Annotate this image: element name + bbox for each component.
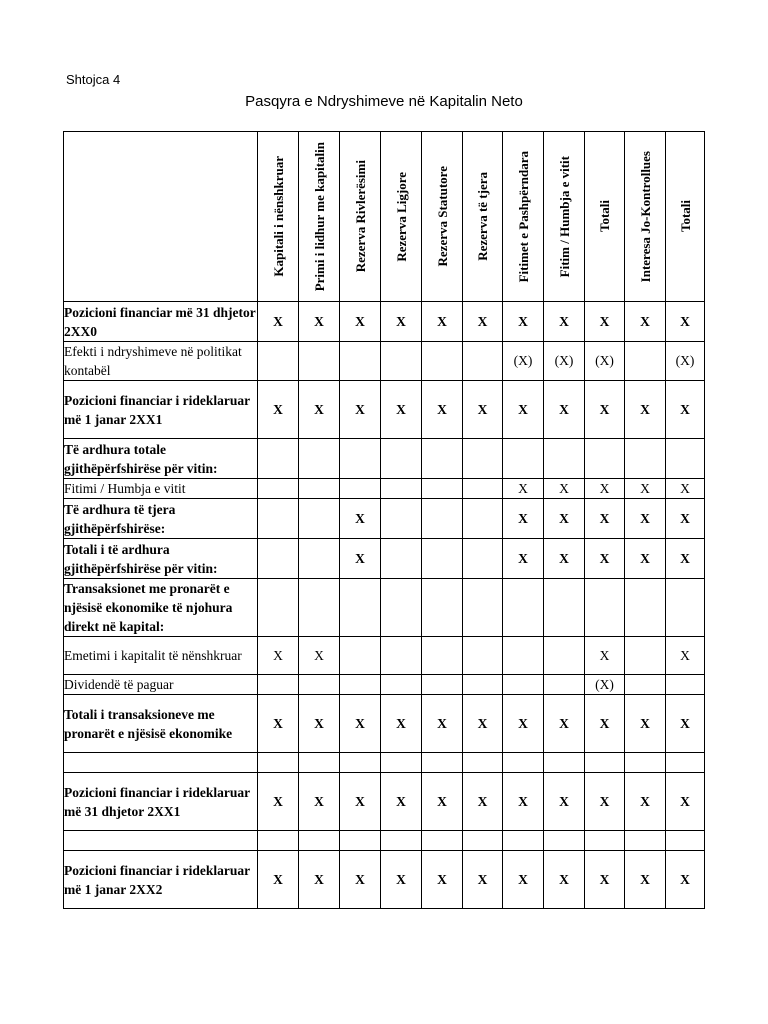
row-label: Të ardhura totale gjithëpërfshirëse për vitin: [64,439,258,479]
row-label: Pozicioni financiar më 31 dhjetor 2XX0 [64,302,258,342]
table-cell: X [340,851,381,909]
row-label: Transaksionet me pronarët e njësisë ekonomike të njohura direkt në kapital: [64,579,258,637]
table-cell: X [381,695,422,753]
table-cell: X [544,302,585,342]
table-cell [463,342,503,381]
table-cell: X [585,381,625,439]
table-cell: X [463,302,503,342]
table-cell: X [340,499,381,539]
table-cell [463,499,503,539]
table-row [64,381,705,439]
table-cell [544,637,585,675]
table-cell [381,579,422,637]
table-row [64,499,705,539]
table-cell: X [666,381,705,439]
row-label: Fitimi / Humbja e vitit [64,479,258,499]
column-header [381,132,422,302]
column-header-label: Totali [597,200,612,233]
table-cell: X [544,381,585,439]
table-cell [544,439,585,479]
table-cell [422,637,463,675]
table-cell: X [503,499,544,539]
table-cell [585,439,625,479]
table-cell [666,579,705,637]
table-cell: X [503,381,544,439]
table-cell: X [585,302,625,342]
table-cell: X [585,851,625,909]
column-header-label: Interesa Jo-Kontrollues [637,150,653,283]
table-cell: X [666,773,705,831]
table-cell [381,675,422,695]
column-header [666,132,705,302]
table-cell: X [422,695,463,753]
table-cell: X [544,539,585,579]
table-cell: X [299,773,340,831]
table-cell [422,499,463,539]
table-cell [381,479,422,499]
table-cell [381,539,422,579]
table-cell: X [340,773,381,831]
table-cell [340,439,381,479]
table-cell [340,675,381,695]
table-cell: X [422,302,463,342]
row-label: Totali i transaksioneve me pronarët e njësisë ekonomike [64,695,258,753]
table-cell: X [585,695,625,753]
column-header [258,132,299,302]
column-header-label: Rezerva Statutore [434,166,450,267]
table-cell [544,753,585,773]
table-cell: (X) [585,342,625,381]
table-cell [463,479,503,499]
table-cell: X [585,637,625,675]
column-header-label: Totali [677,200,693,233]
table-cell [258,439,299,479]
table-cell [463,753,503,773]
table-cell [666,831,705,851]
table-cell: X [503,695,544,753]
row-label: Pozicioni financiar i rideklaruar më 1 janar 2XX1 [64,381,258,439]
table-cell: X [299,851,340,909]
table-row [64,439,705,479]
table-cell [340,831,381,851]
row-label [64,831,258,851]
equity-changes-table [63,131,705,909]
table-cell: X [463,695,503,753]
table-cell [381,637,422,675]
column-header-label: Rezerva Ligjore [393,171,409,262]
table-cell [299,753,340,773]
table-cell [463,675,503,695]
table-row [64,479,705,499]
table-cell: X [422,851,463,909]
table-cell: (X) [666,342,705,381]
table-cell [258,499,299,539]
table-cell: X [544,479,585,499]
table-cell: X [258,302,299,342]
table-cell [381,499,422,539]
table-cell [299,479,340,499]
table-cell: X [666,539,705,579]
table-cell: X [503,302,544,342]
table-cell [625,753,666,773]
table-cell [340,753,381,773]
column-header [422,132,463,302]
table-cell [503,637,544,675]
column-header-label: Fitim / Humbja e vitit [556,155,572,278]
column-header [340,132,381,302]
table-cell: X [666,302,705,342]
table-cell [340,479,381,499]
table-cell [463,637,503,675]
table-cell [340,342,381,381]
table-cell [299,539,340,579]
row-label: Pozicioni financiar i rideklaruar më 31 dhjetor 2XX1 [64,773,258,831]
table-row [64,637,705,675]
table-cell [585,831,625,851]
table-cell: X [625,499,666,539]
table-cell: X [463,851,503,909]
table-cell [340,579,381,637]
table-row [64,695,705,753]
table-cell [666,439,705,479]
table-cell [258,753,299,773]
table-cell [625,675,666,695]
table-cell [340,637,381,675]
table-cell [544,675,585,695]
table-cell [503,753,544,773]
table-body [64,302,705,909]
column-header [544,132,585,302]
table-cell: X [422,381,463,439]
table-cell [585,579,625,637]
table-cell [299,342,340,381]
table-row [64,539,705,579]
table-cell [544,579,585,637]
table-cell [625,439,666,479]
column-header-label: Fitimet e Pashpërndara [515,150,531,283]
table-cell: X [299,302,340,342]
table-row [64,302,705,342]
table-cell [299,675,340,695]
table-row [64,773,705,831]
table-cell: X [625,479,666,499]
table-cell: X [258,381,299,439]
row-label: Efekti i ndryshimeve në politikat kontabël [64,342,258,381]
table-cell [299,831,340,851]
table-cell [381,831,422,851]
table-cell [422,479,463,499]
table-cell [258,342,299,381]
table-cell [666,675,705,695]
table-row [64,851,705,909]
table-cell [422,342,463,381]
table-cell: X [299,381,340,439]
table-cell [625,579,666,637]
table-cell [299,439,340,479]
table-row [64,342,705,381]
column-header-label: Kapitali i nënshkruar [270,156,286,277]
table-cell: X [340,381,381,439]
table-cell: X [381,851,422,909]
table-cell: X [503,539,544,579]
table-cell: (X) [585,675,625,695]
annex-label: Shtojca 4 [66,72,121,87]
table-cell [381,439,422,479]
table-cell [463,539,503,579]
table-cell: X [585,539,625,579]
table-cell: X [666,499,705,539]
table-cell: X [299,695,340,753]
table-cell: X [503,479,544,499]
table-cell: X [422,773,463,831]
table-cell: X [463,773,503,831]
table-cell [463,831,503,851]
header-row [64,132,705,302]
column-header [503,132,544,302]
page-title: Pasqyra e Ndryshimeve në Kapitalin Neto [245,93,523,110]
table-cell: X [381,381,422,439]
table-cell [422,831,463,851]
table-cell: (X) [544,342,585,381]
table-cell: X [340,539,381,579]
table-cell: X [666,479,705,499]
column-header [585,132,625,302]
table-cell: X [381,773,422,831]
table-cell [258,479,299,499]
table-cell [585,753,625,773]
table-cell [381,342,422,381]
table-cell [422,579,463,637]
table-cell [463,439,503,479]
table-cell [422,439,463,479]
table-cell [463,579,503,637]
table-row [64,753,705,773]
table-cell [299,579,340,637]
table-cell [503,831,544,851]
table-cell: X [625,381,666,439]
table-row [64,579,705,637]
table-cell [422,675,463,695]
row-label: Të ardhura të tjera gjithëpërfshirëse: [64,499,258,539]
table-cell [258,579,299,637]
table-cell: X [625,302,666,342]
table-cell [258,831,299,851]
table-cell [381,753,422,773]
column-header-label: Primi i lidhur me kapitalin [311,141,327,292]
table-cell: (X) [503,342,544,381]
table-cell: X [544,695,585,753]
row-label: Emetimi i kapitalit të nënshkruar [64,637,258,675]
table-cell: X [463,381,503,439]
table-cell: X [258,695,299,753]
table-cell [422,539,463,579]
table-cell [625,342,666,381]
table-cell: X [381,302,422,342]
table-cell [258,675,299,695]
column-header [625,132,666,302]
table-cell [625,831,666,851]
table-cell [503,579,544,637]
column-header-label: Rezerva Rivlerësimi [352,160,368,273]
table-cell [258,539,299,579]
row-label: Pozicioni financiar i rideklaruar më 1 janar 2XX2 [64,851,258,909]
table-cell: X [625,695,666,753]
table-cell [503,439,544,479]
table-cell: X [544,499,585,539]
row-label [64,753,258,773]
table-cell: X [666,695,705,753]
table-cell: X [258,637,299,675]
table-cell: X [585,499,625,539]
row-label: Totali i të ardhura gjithëpërfshirëse për vitin: [64,539,258,579]
row-label: Dividendë të paguar [64,675,258,695]
table-cell: X [625,773,666,831]
column-header-label: Rezerva të tjera [475,172,490,261]
table-cell: X [544,851,585,909]
table-row [64,675,705,695]
table-cell: X [666,637,705,675]
table-cell: X [625,851,666,909]
table-cell: X [258,773,299,831]
table-cell: X [340,302,381,342]
header-blank-cell [64,132,258,302]
table-cell: X [585,479,625,499]
table-cell [666,753,705,773]
table-cell: X [340,695,381,753]
table-cell [299,499,340,539]
table-cell: X [666,851,705,909]
table-cell [422,753,463,773]
table-cell: X [299,637,340,675]
table-cell: X [503,773,544,831]
table-cell [544,831,585,851]
table-cell [625,637,666,675]
table-cell: X [503,851,544,909]
column-header [299,132,340,302]
table-cell: X [585,773,625,831]
table-cell: X [625,539,666,579]
table-row [64,831,705,851]
table-cell [503,675,544,695]
table-cell: X [258,851,299,909]
table-cell: X [544,773,585,831]
column-header [463,132,503,302]
